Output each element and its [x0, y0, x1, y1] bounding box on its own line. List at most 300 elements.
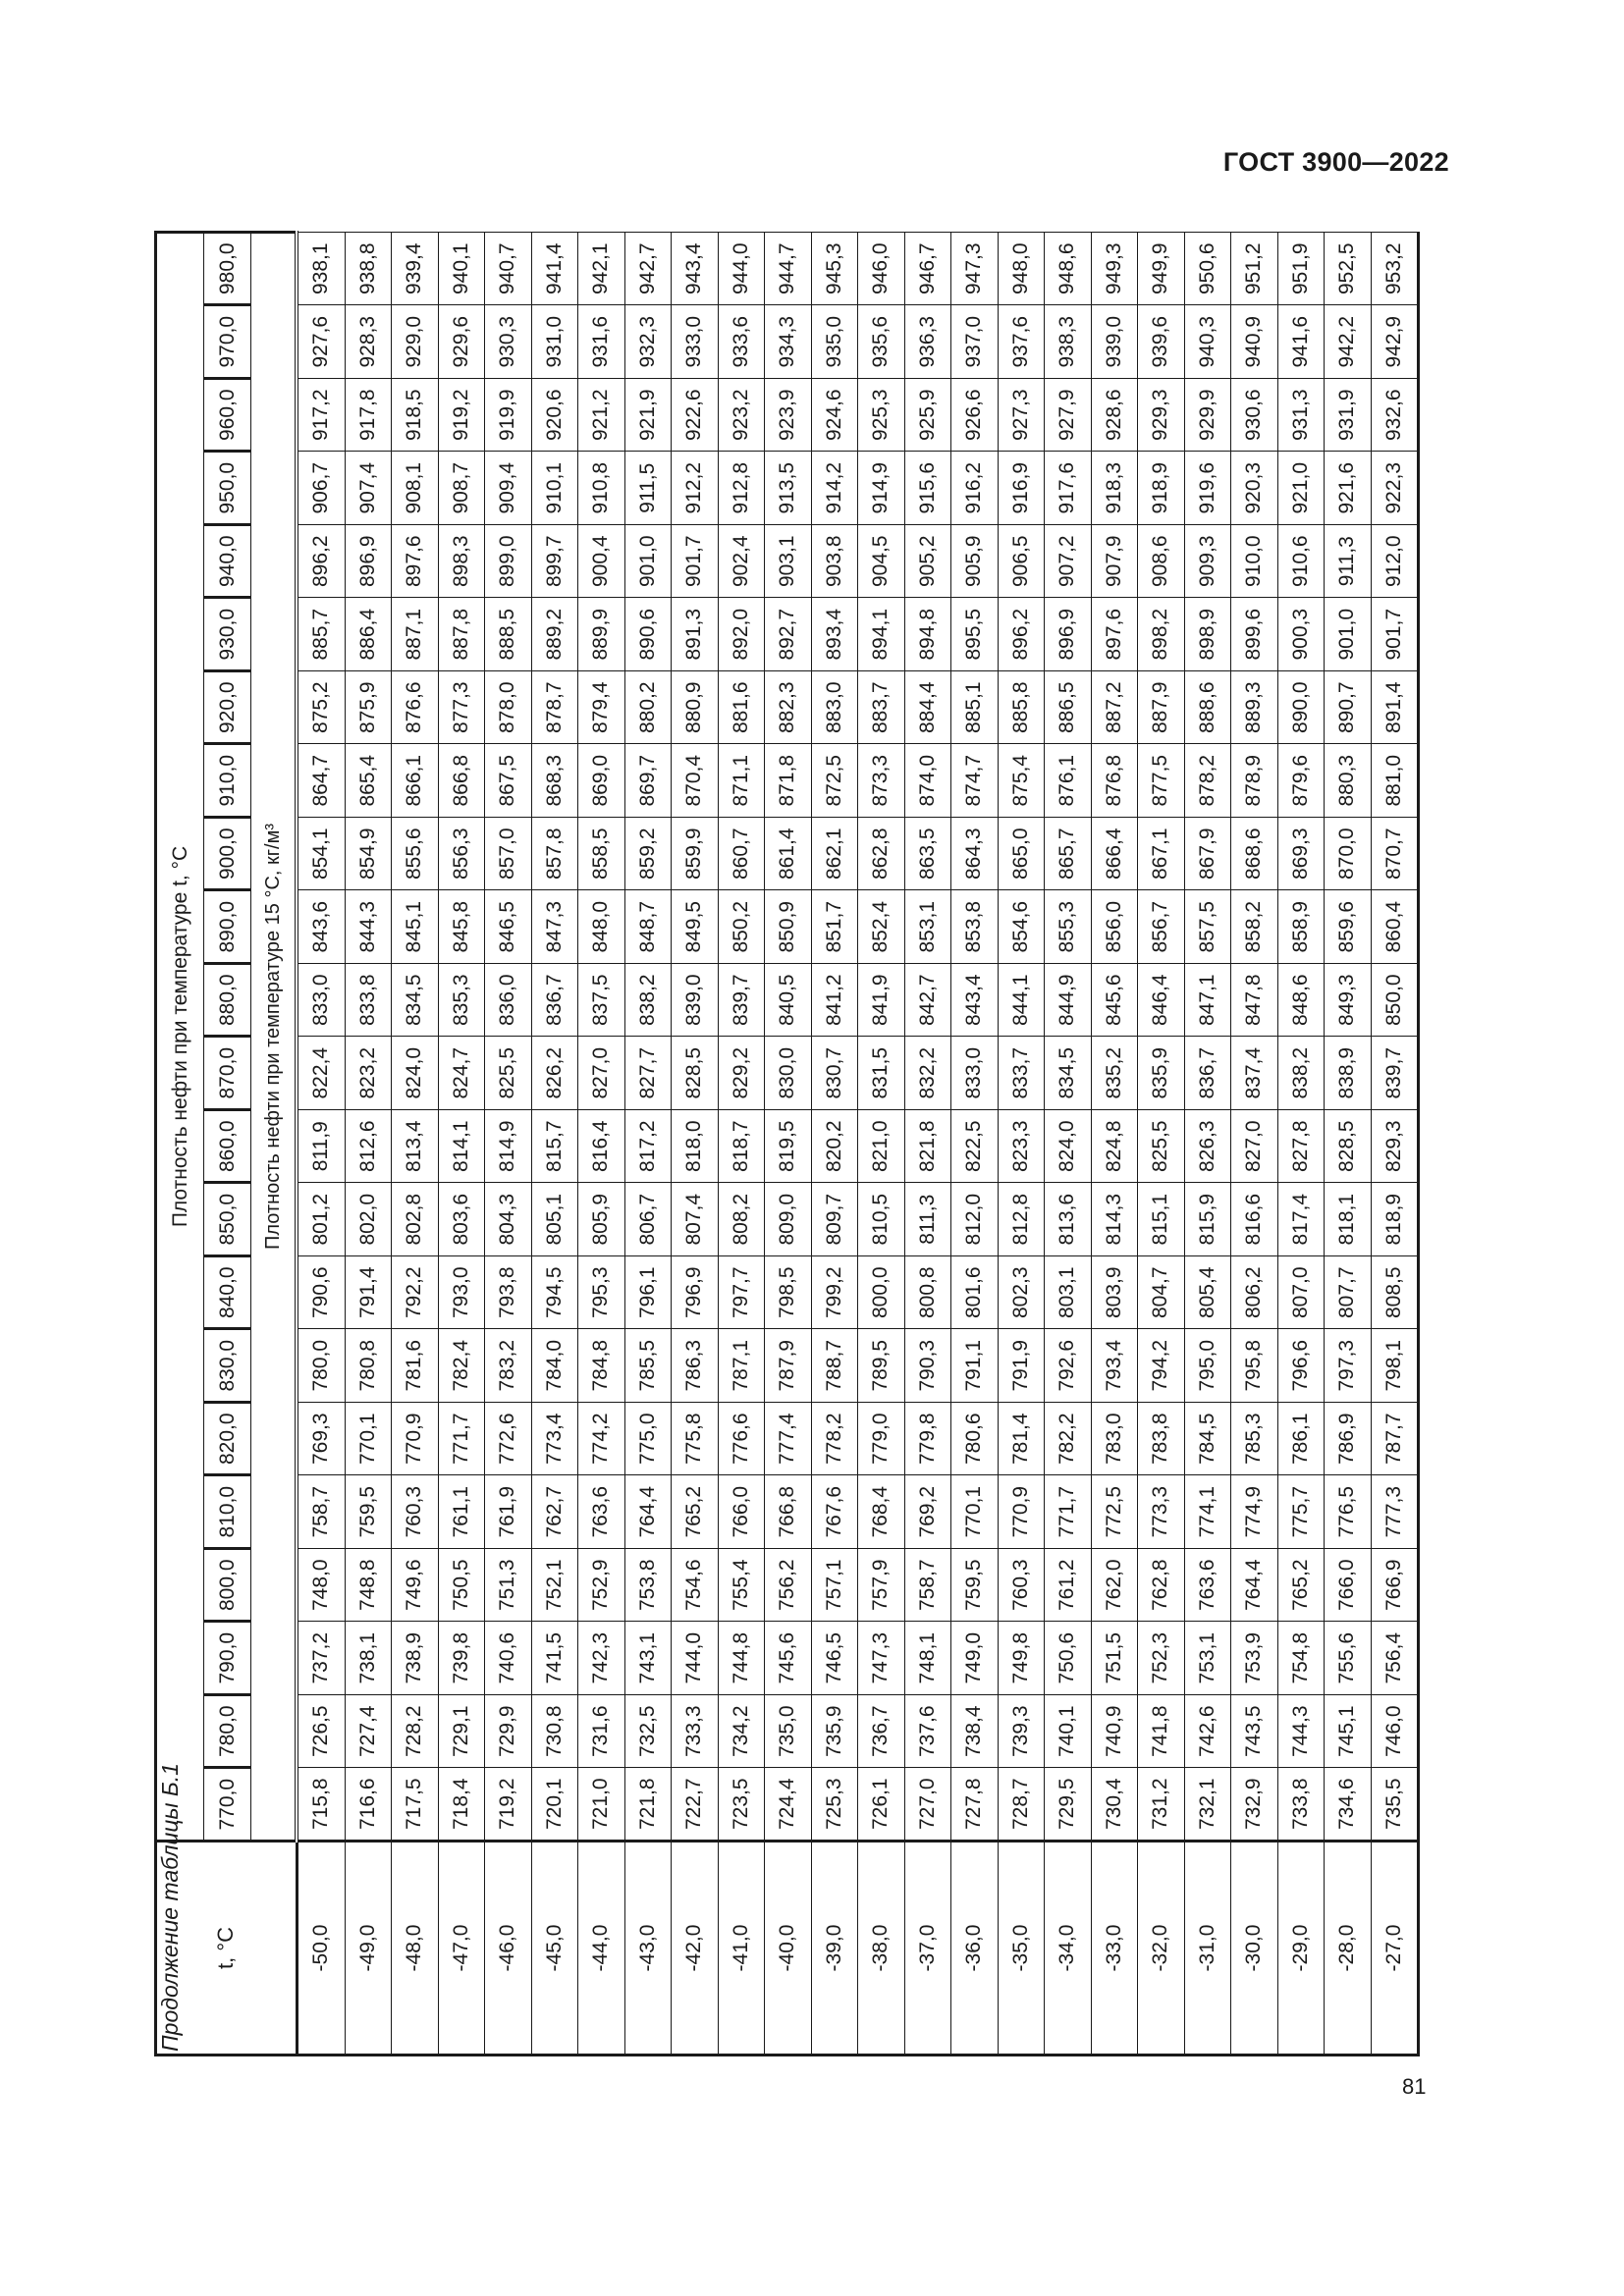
density-cell: 836,7	[1184, 1037, 1231, 1110]
density-cell: 844,3	[345, 890, 392, 964]
density-cell: 716,6	[345, 1768, 392, 1842]
density-cell: 809,0	[765, 1183, 812, 1256]
density-cell: 813,6	[1045, 1183, 1092, 1256]
density-cell: 797,7	[718, 1256, 765, 1330]
density-cell: 829,3	[1371, 1110, 1419, 1184]
table-row	[1184, 233, 1231, 2056]
density-cell: 847,3	[531, 890, 578, 964]
density-cell: 922,6	[672, 379, 719, 453]
density-column-header: 850,0	[204, 1183, 251, 1256]
density-cell: 944,7	[765, 233, 812, 306]
density-cell: 856,7	[1138, 890, 1185, 964]
density-cell: 882,3	[765, 671, 812, 745]
density-cell: 787,1	[718, 1329, 765, 1403]
density-cell: 834,5	[392, 964, 439, 1038]
density-cell: 850,0	[1371, 964, 1419, 1038]
temperature-cell: -46,0	[485, 1842, 532, 2056]
density-cell: 920,3	[1231, 452, 1278, 525]
density-cell: 859,9	[672, 818, 719, 891]
density-cell: 806,2	[1231, 1256, 1278, 1330]
density-cell: 812,8	[998, 1183, 1045, 1256]
density-cell: 845,1	[392, 890, 439, 964]
density-cell: 754,8	[1277, 1622, 1325, 1695]
density-cell: 930,3	[485, 305, 532, 379]
temperature-cell: -49,0	[345, 1842, 392, 2056]
density-cell: 783,2	[485, 1329, 532, 1403]
density-cell: 899,7	[531, 525, 578, 599]
density-cell: 849,5	[672, 890, 719, 964]
density-cell: 747,3	[858, 1622, 905, 1695]
density-cell: 762,8	[1138, 1549, 1185, 1623]
density-cell: 907,2	[1045, 525, 1092, 599]
density-cell: 929,3	[1138, 379, 1185, 453]
density-cell: 878,2	[1184, 744, 1231, 818]
density-cell: 935,6	[858, 305, 905, 379]
density-cell: 718,4	[438, 1768, 485, 1842]
density-cell: 910,0	[1231, 525, 1278, 599]
density-column-header: 980,0	[204, 233, 251, 306]
table-row	[578, 233, 625, 2056]
density-cell: 911,3	[1325, 525, 1372, 599]
density-table	[154, 231, 1420, 2056]
density-cell: 724,4	[765, 1768, 812, 1842]
density-cell: 809,7	[811, 1183, 858, 1256]
density-cell: 766,9	[1371, 1549, 1419, 1623]
density-cell: 924,6	[811, 379, 858, 453]
density-cell: 798,5	[765, 1256, 812, 1330]
density-cell: 769,3	[297, 1403, 345, 1476]
density-cell: 805,4	[1184, 1256, 1231, 1330]
density-cell: 807,0	[1277, 1256, 1325, 1330]
density-cell: 870,4	[672, 744, 719, 818]
density-cell: 918,9	[1138, 452, 1185, 525]
density-cell: 892,7	[765, 598, 812, 671]
density-cell: 805,1	[531, 1183, 578, 1256]
density-cell: 838,2	[1277, 1037, 1325, 1110]
density-cell: 944,0	[718, 233, 765, 306]
density-cell: 823,3	[998, 1110, 1045, 1184]
density-cell: 729,5	[1045, 1768, 1092, 1842]
density-cell: 952,5	[1325, 233, 1372, 306]
density-cell: 738,4	[951, 1695, 999, 1769]
density-column-header: 910,0	[204, 744, 251, 818]
density-cell: 912,0	[1371, 525, 1419, 599]
density-column-header: 960,0	[204, 379, 251, 453]
density-cell: 939,4	[392, 233, 439, 306]
density-column-header: 780,0	[204, 1695, 251, 1769]
table-caption: Продолжение таблицы Б.1	[157, 1763, 183, 2052]
density-cell: 830,7	[811, 1037, 858, 1110]
density-cell: 938,3	[1045, 305, 1092, 379]
density-cell: 871,1	[718, 744, 765, 818]
temperature-cell: -40,0	[765, 1842, 812, 2056]
density-cell: 949,3	[1091, 233, 1138, 306]
density-cell: 932,3	[624, 305, 672, 379]
density-cell: 803,1	[1045, 1256, 1092, 1330]
density-cell: 852,4	[858, 890, 905, 964]
density-cell: 938,8	[345, 233, 392, 306]
density-cell: 782,2	[1045, 1403, 1092, 1476]
density-cell: 948,0	[998, 233, 1045, 306]
density-cell: 838,2	[624, 964, 672, 1038]
density-cell: 778,2	[811, 1403, 858, 1476]
density-cell: 776,5	[1325, 1475, 1372, 1549]
density-cell: 749,6	[392, 1549, 439, 1623]
density-cell: 875,2	[297, 671, 345, 745]
density-cell: 865,4	[345, 744, 392, 818]
density-column-header: 770,0	[204, 1768, 251, 1842]
density-cell: 858,9	[1277, 890, 1325, 964]
density-cell: 736,7	[858, 1695, 905, 1769]
density-cell: 838,9	[1325, 1037, 1372, 1110]
density-cell: 734,6	[1325, 1768, 1372, 1842]
density-cell: 879,4	[578, 671, 625, 745]
density-cell: 811,3	[904, 1183, 951, 1256]
density-cell: 719,2	[485, 1768, 532, 1842]
density-cell: 727,0	[904, 1768, 951, 1842]
table-row	[297, 233, 345, 2056]
density-cell: 746,0	[1371, 1695, 1419, 1769]
density-cell: 897,6	[1091, 598, 1138, 671]
density-cell: 857,5	[1184, 890, 1231, 964]
table-row	[904, 233, 951, 2056]
density-column-header: 880,0	[204, 964, 251, 1038]
temperature-cell: -33,0	[1091, 1842, 1138, 2056]
density-cell: 740,6	[485, 1622, 532, 1695]
density-cell: 790,3	[904, 1329, 951, 1403]
density-cell: 810,5	[858, 1183, 905, 1256]
density-cell: 859,2	[624, 818, 672, 891]
density-cell: 900,3	[1277, 598, 1325, 671]
density-cell: 735,9	[811, 1695, 858, 1769]
density-cell: 738,1	[345, 1622, 392, 1695]
density-cell: 763,6	[578, 1475, 625, 1549]
table-row	[1325, 233, 1372, 2056]
density-cell: 741,5	[531, 1622, 578, 1695]
density-cell: 814,3	[1091, 1183, 1138, 1256]
density-cell: 795,0	[1184, 1329, 1231, 1403]
density-cell: 943,4	[672, 233, 719, 306]
table-row	[1045, 233, 1092, 2056]
density-cell: 862,8	[858, 818, 905, 891]
density-cell: 817,4	[1277, 1183, 1325, 1256]
density-cell: 918,3	[1091, 452, 1138, 525]
density-cell: 920,6	[531, 379, 578, 453]
density-cell: 817,2	[624, 1110, 672, 1184]
density-cell: 738,9	[392, 1622, 439, 1695]
density-cell: 889,3	[1231, 671, 1278, 745]
density-cell: 934,3	[765, 305, 812, 379]
density-cell: 925,9	[904, 379, 951, 453]
density-cell: 818,7	[718, 1110, 765, 1184]
density-cell: 900,4	[578, 525, 625, 599]
density-cell: 890,6	[624, 598, 672, 671]
density-column-header: 830,0	[204, 1329, 251, 1403]
density-cell: 755,4	[718, 1549, 765, 1623]
density-cell: 845,6	[1091, 964, 1138, 1038]
density-cell: 720,1	[531, 1768, 578, 1842]
density-cell: 760,3	[998, 1549, 1045, 1623]
density-cell: 745,1	[1325, 1695, 1372, 1769]
density-cell: 839,0	[672, 964, 719, 1038]
density-cell: 909,3	[1184, 525, 1231, 599]
temperature-cell: -42,0	[672, 1842, 719, 2056]
density-cell: 774,1	[1184, 1475, 1231, 1549]
density-cell: 916,2	[951, 452, 999, 525]
density-cell: 799,2	[811, 1256, 858, 1330]
temperature-cell: -44,0	[578, 1842, 625, 2056]
density-cell: 854,6	[998, 890, 1045, 964]
density-cell: 761,2	[1045, 1549, 1092, 1623]
density-cell: 791,4	[345, 1256, 392, 1330]
density-cell: 739,8	[438, 1622, 485, 1695]
density-cell: 907,4	[345, 452, 392, 525]
density-cell: 896,2	[998, 598, 1045, 671]
density-cell: 833,0	[297, 964, 345, 1038]
density-cell: 866,1	[392, 744, 439, 818]
density-cell: 786,9	[1325, 1403, 1372, 1476]
density-cell: 774,2	[578, 1403, 625, 1476]
density-cell: 730,8	[531, 1695, 578, 1769]
temperature-cell: -38,0	[858, 1842, 905, 2056]
table-row	[811, 233, 858, 2056]
density-cell: 877,5	[1138, 744, 1185, 818]
density-cell: 746,5	[811, 1622, 858, 1695]
density-cell: 921,2	[578, 379, 625, 453]
density-cell: 849,3	[1325, 964, 1372, 1038]
sub-header: Плотность нефти при температуре 15 °C, кг/м³	[251, 233, 298, 1842]
density-cell: 942,7	[624, 233, 672, 306]
density-cell: 801,6	[951, 1256, 999, 1330]
density-cell: 763,6	[1184, 1549, 1231, 1623]
density-cell: 802,0	[345, 1183, 392, 1256]
density-cell: 929,6	[438, 305, 485, 379]
density-cell: 910,6	[1277, 525, 1325, 599]
density-cell: 761,1	[438, 1475, 485, 1549]
density-cell: 931,3	[1277, 379, 1325, 453]
density-cell: 914,9	[858, 452, 905, 525]
density-cell: 933,0	[672, 305, 719, 379]
density-cell: 827,8	[1277, 1110, 1325, 1184]
density-cell: 793,0	[438, 1256, 485, 1330]
density-cell: 757,9	[858, 1549, 905, 1623]
density-cell: 722,7	[672, 1768, 719, 1842]
density-cell: 888,6	[1184, 671, 1231, 745]
density-cell: 732,9	[1231, 1768, 1278, 1842]
density-cell: 807,7	[1325, 1256, 1372, 1330]
density-cell: 772,5	[1091, 1475, 1138, 1549]
density-cell: 770,1	[345, 1403, 392, 1476]
temperature-cell: -35,0	[998, 1842, 1045, 2056]
density-cell: 948,6	[1045, 233, 1092, 306]
density-cell: 866,8	[438, 744, 485, 818]
density-cell: 793,8	[485, 1256, 532, 1330]
density-cell: 775,8	[672, 1403, 719, 1476]
density-cell: 857,8	[531, 818, 578, 891]
density-cell: 804,3	[485, 1183, 532, 1256]
density-cell: 876,8	[1091, 744, 1138, 818]
density-cell: 844,9	[1045, 964, 1092, 1038]
density-cell: 886,4	[345, 598, 392, 671]
density-cell: 814,1	[438, 1110, 485, 1184]
density-cell: 750,5	[438, 1549, 485, 1623]
density-cell: 740,9	[1091, 1695, 1138, 1769]
density-cell: 917,6	[1045, 452, 1092, 525]
density-cell: 887,8	[438, 598, 485, 671]
density-cell: 831,5	[858, 1037, 905, 1110]
density-cell: 854,1	[297, 818, 345, 891]
density-cell: 770,1	[951, 1475, 999, 1549]
density-cell: 837,4	[1231, 1037, 1278, 1110]
density-cell: 906,7	[297, 452, 345, 525]
density-cell: 766,0	[718, 1475, 765, 1549]
density-cell: 863,5	[904, 818, 951, 891]
table-row	[998, 233, 1045, 2056]
density-cell: 748,0	[297, 1549, 345, 1623]
density-cell: 897,6	[392, 525, 439, 599]
density-cell: 794,5	[531, 1256, 578, 1330]
table-row	[1231, 233, 1278, 2056]
density-cell: 864,3	[951, 818, 999, 891]
density-cell: 803,9	[1091, 1256, 1138, 1330]
density-cell: 860,7	[718, 818, 765, 891]
density-cell: 859,6	[1325, 890, 1372, 964]
density-cell: 923,2	[718, 379, 765, 453]
density-cell: 905,9	[951, 525, 999, 599]
density-cell: 846,5	[485, 890, 532, 964]
density-cell: 800,8	[904, 1256, 951, 1330]
density-cell: 805,9	[578, 1183, 625, 1256]
density-cell: 800,0	[858, 1256, 905, 1330]
temperature-cell: -48,0	[392, 1842, 439, 2056]
density-cell: 759,5	[345, 1475, 392, 1549]
density-cell: 869,3	[1277, 818, 1325, 891]
table-row	[531, 233, 578, 2056]
t-column-header: t, °C	[156, 1842, 298, 2056]
density-cell: 752,3	[1138, 1622, 1185, 1695]
density-cell: 868,6	[1231, 818, 1278, 891]
density-cell: 779,8	[904, 1403, 951, 1476]
density-cell: 856,3	[438, 818, 485, 891]
density-cell: 929,0	[392, 305, 439, 379]
density-cell: 767,6	[811, 1475, 858, 1549]
density-cell: 938,1	[297, 233, 345, 306]
density-cell: 896,9	[1045, 598, 1092, 671]
density-cell: 878,7	[531, 671, 578, 745]
density-cell: 939,0	[1091, 305, 1138, 379]
density-cell: 878,0	[485, 671, 532, 745]
density-cell: 824,8	[1091, 1110, 1138, 1184]
density-cell: 865,7	[1045, 818, 1092, 891]
density-cell: 947,3	[951, 233, 999, 306]
temperature-cell: -45,0	[531, 1842, 578, 2056]
density-cell: 762,0	[1091, 1549, 1138, 1623]
density-cell: 791,1	[951, 1329, 999, 1403]
density-cell: 827,7	[624, 1037, 672, 1110]
density-cell: 886,5	[1045, 671, 1092, 745]
table-row	[1138, 233, 1185, 2056]
density-column-header: 950,0	[204, 452, 251, 525]
density-cell: 779,0	[858, 1403, 905, 1476]
density-cell: 770,9	[392, 1403, 439, 1476]
temperature-cell: -34,0	[1045, 1842, 1092, 2056]
density-cell: 721,8	[624, 1768, 672, 1842]
density-cell: 780,6	[951, 1403, 999, 1476]
density-cell: 758,7	[904, 1549, 951, 1623]
density-cell: 937,0	[951, 305, 999, 379]
density-cell: 816,4	[578, 1110, 625, 1184]
density-cell: 870,0	[1325, 818, 1372, 891]
table-row	[1371, 233, 1419, 2056]
table-row	[438, 233, 485, 2056]
density-cell: 880,2	[624, 671, 672, 745]
density-cell: 939,6	[1138, 305, 1185, 379]
density-cell: 768,4	[858, 1475, 905, 1549]
density-cell: 730,4	[1091, 1768, 1138, 1842]
density-cell: 777,3	[1371, 1475, 1419, 1549]
density-cell: 867,5	[485, 744, 532, 818]
density-cell: 826,2	[531, 1037, 578, 1110]
density-cell: 946,7	[904, 233, 951, 306]
density-cell: 818,9	[1371, 1183, 1419, 1256]
density-cell: 808,5	[1371, 1256, 1419, 1330]
density-cell: 901,7	[672, 525, 719, 599]
density-column-header: 870,0	[204, 1037, 251, 1110]
density-cell: 787,9	[765, 1329, 812, 1403]
density-cell: 824,7	[438, 1037, 485, 1110]
table-row	[718, 233, 765, 2056]
density-cell: 922,3	[1371, 452, 1419, 525]
density-cell: 815,1	[1138, 1183, 1185, 1256]
density-cell: 735,0	[765, 1695, 812, 1769]
density-cell: 728,7	[998, 1768, 1045, 1842]
density-cell: 855,3	[1045, 890, 1092, 964]
density-cell: 814,9	[485, 1110, 532, 1184]
density-cell: 854,9	[345, 818, 392, 891]
density-cell: 914,2	[811, 452, 858, 525]
density-cell: 903,1	[765, 525, 812, 599]
density-cell: 875,9	[345, 671, 392, 745]
density-cell: 749,8	[998, 1622, 1045, 1695]
density-cell: 927,9	[1045, 379, 1092, 453]
density-cell: 821,0	[858, 1110, 905, 1184]
density-cell: 820,2	[811, 1110, 858, 1184]
density-cell: 723,5	[718, 1768, 765, 1842]
density-cell: 942,9	[1371, 305, 1419, 379]
density-column-header: 840,0	[204, 1256, 251, 1330]
density-cell: 842,7	[904, 964, 951, 1038]
density-cell: 885,1	[951, 671, 999, 745]
density-cell: 815,9	[1184, 1183, 1231, 1256]
table-body	[297, 233, 1419, 2056]
density-cell: 766,8	[765, 1475, 812, 1549]
density-cell: 917,2	[297, 379, 345, 453]
density-cell: 919,9	[485, 379, 532, 453]
density-cell: 885,7	[297, 598, 345, 671]
density-cell: 752,9	[578, 1549, 625, 1623]
density-column-header: 790,0	[204, 1622, 251, 1695]
rotated-table-container	[154, 231, 1429, 2056]
density-cell: 807,4	[672, 1183, 719, 1256]
density-cell: 865,0	[998, 818, 1045, 891]
density-cell: 935,0	[811, 305, 858, 379]
density-cell: 898,2	[1138, 598, 1185, 671]
density-cell: 772,6	[485, 1403, 532, 1476]
table-row	[345, 233, 392, 2056]
density-cell: 851,7	[811, 890, 858, 964]
page-number: 81	[1402, 2074, 1427, 2099]
density-cell: 928,3	[345, 305, 392, 379]
